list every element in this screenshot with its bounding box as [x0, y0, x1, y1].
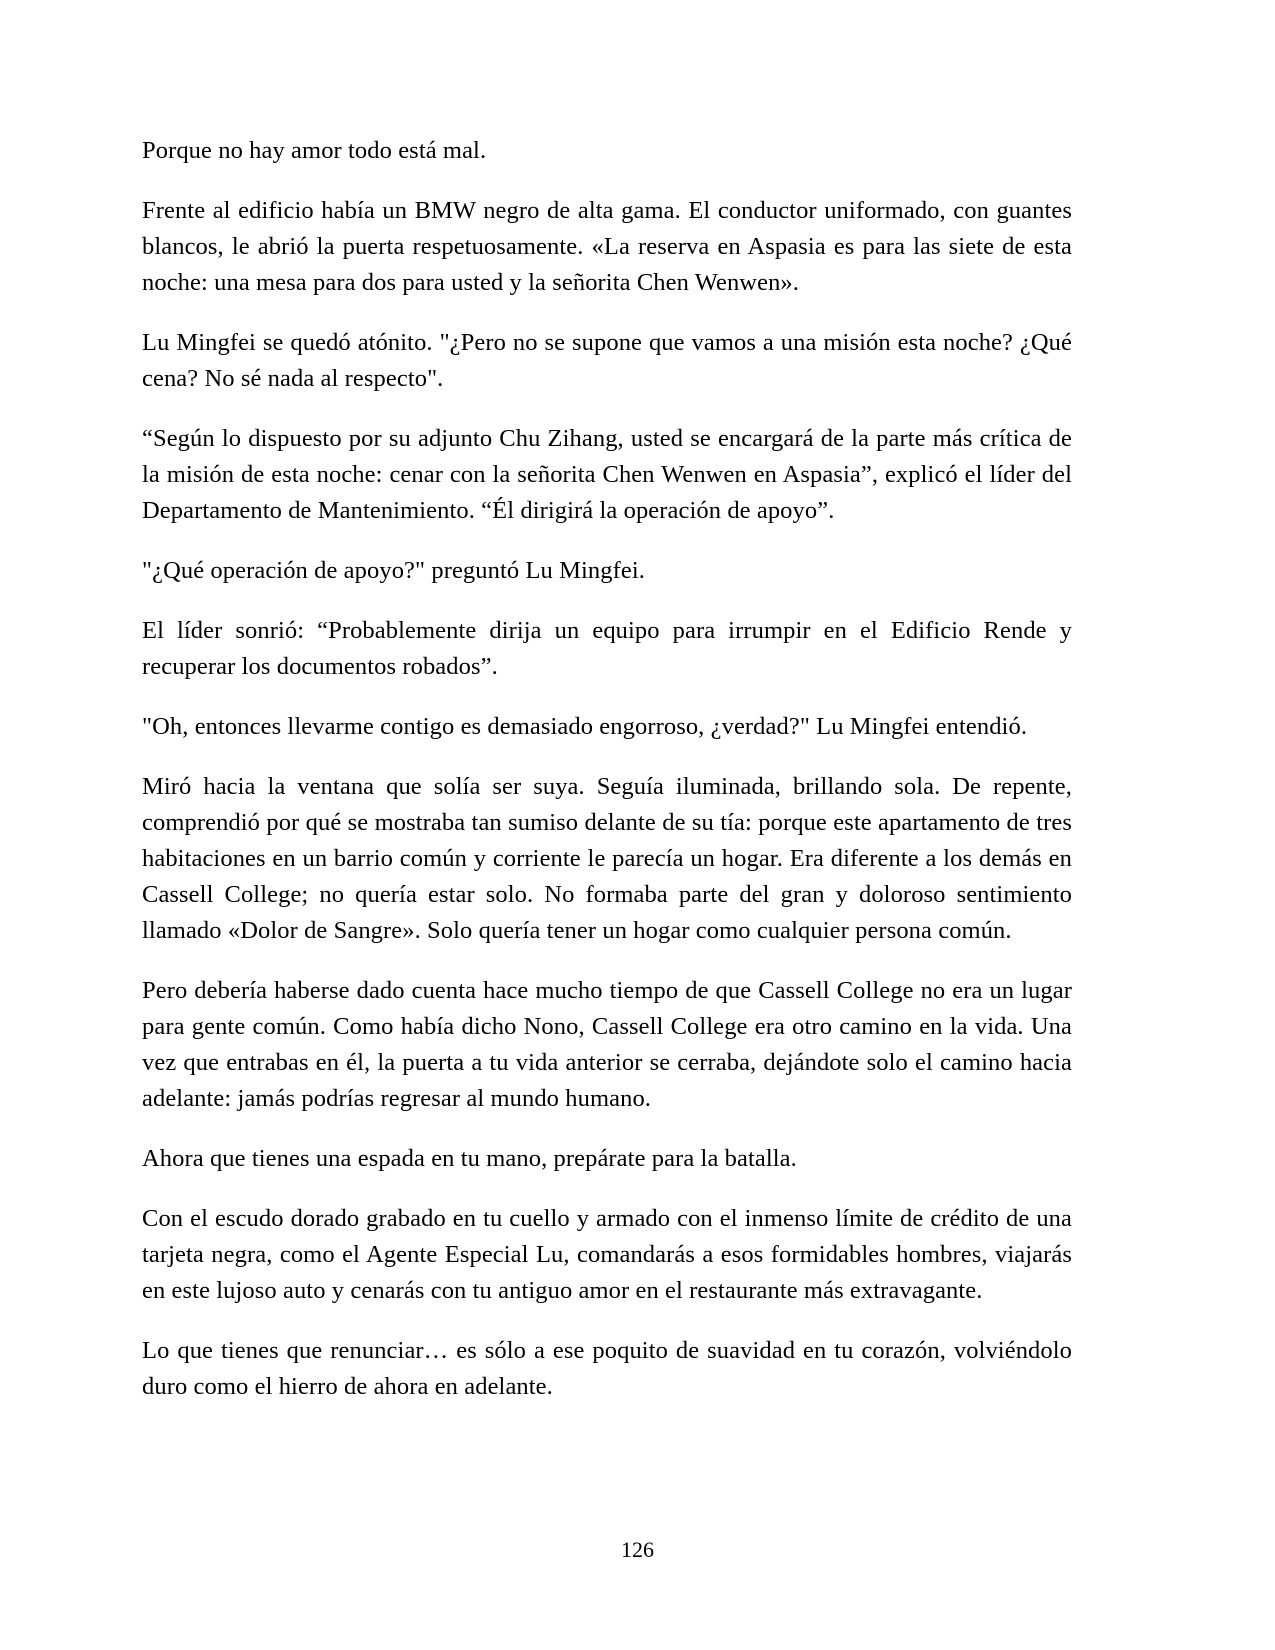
paragraph: "Oh, entonces llevarme contigo es demasiado engorroso, ¿verdad?" Lu Mingfei entendió.	[142, 713, 1028, 740]
page-number: 126	[621, 1537, 654, 1562]
paragraph: "¿Qué operación de apoyo?" preguntó Lu Mingfei.	[142, 557, 645, 584]
page-body	[142, 133, 1072, 1405]
paragraph: Porque no hay amor todo está mal.	[142, 137, 487, 164]
paragraph: El líder sonrió: “Probablemente dirija un equipo para irrumpir en el Edificio Rende y recuperar los documentos robados”.	[142, 617, 1072, 680]
paragraph: Lu Mingfei se quedó atónito. "¿Pero no se supone que vamos a una misión esta noche? ¿Qué cena? No sé nada al respecto".	[142, 329, 1072, 392]
paragraph: Ahora que tienes una espada en tu mano, prepárate para la batalla.	[142, 1145, 797, 1172]
paragraph: Frente al edificio había un BMW negro de alta gama. El conductor uniformado, con guantes blancos, le abrió la puerta respetuosamente. «La reserva en Aspasia es para las siete de esta noche: una mesa para dos para usted y la señorita Chen Wenwen».	[142, 197, 1072, 296]
paragraph: “Según lo dispuesto por su adjunto Chu Zihang, usted se encargará de la parte más crítica de la misión de esta noche: cenar con la señorita Chen Wenwen en Aspasia”, explicó el líder del Departamento de Mantenimiento. “Él dirigirá la operación de apoyo”.	[142, 425, 1072, 524]
paragraph: Pero debería haberse dado cuenta hace mucho tiempo de que Cassell College no era un lugar para gente común. Como había dicho Nono, Cassell College era otro camino en la vida. Una vez que entrabas en él, la puerta a tu vida anterior se cerraba, dejándote solo el camino hacia adelante: jamás podrías regresar al mundo humano.	[142, 977, 1072, 1112]
paragraph: Miró hacia la ventana que solía ser suya. Seguía iluminada, brillando sola. De repente, comprendió por qué se mostraba tan sumiso delante de su tía: porque este apartamento de tres habitaciones en un barrio común y corriente le parecía un hogar. Era diferente a los demás en Cassell College; no quería estar solo. No formaba parte del gran y doloroso sentimiento llamado «Dolor de Sangre». Solo quería tener un hogar como cualquier persona común.	[142, 773, 1072, 944]
paragraph: Con el escudo dorado grabado en tu cuello y armado con el inmenso límite de crédito de una tarjeta negra, como el Agente Especial Lu, comandarás a esos formidables hombres, viajarás en este lujoso auto y cenarás con tu antiguo amor en el restaurante más extravagante.	[142, 1205, 1072, 1304]
paragraph: Lo que tienes que renunciar… es sólo a ese poquito de suavidad en tu corazón, volviéndolo duro como el hierro de ahora en adelante.	[142, 1337, 1072, 1400]
